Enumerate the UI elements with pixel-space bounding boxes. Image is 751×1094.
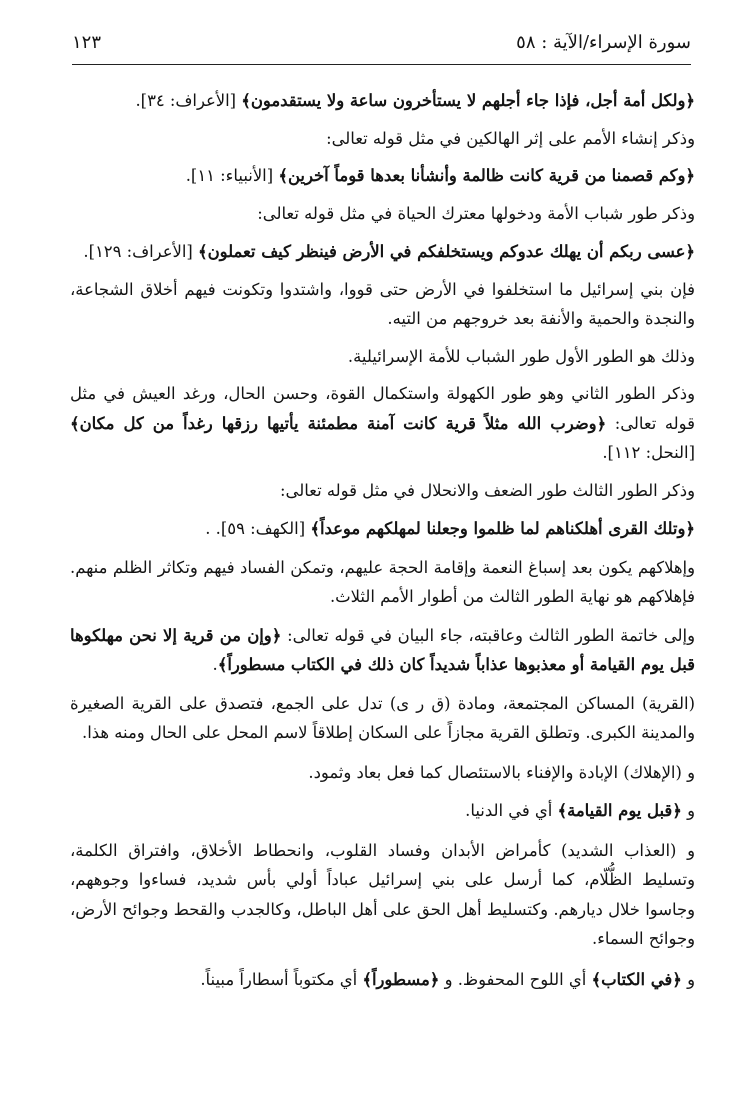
- paragraph: [70, 621, 695, 680]
- quran-verse: ﴿وإن من قرية إلا نحن مهلكوها قبل يوم القيامة أو معذبوها عذاباً شديداً كان ذلك في الكتاب مسطوراً﴾: [70, 625, 695, 674]
- paragraph: [70, 86, 695, 116]
- paragraph: [70, 275, 695, 334]
- text-span: [الأعراف: ٣٤].: [135, 91, 242, 110]
- text-span: أي في الدنيا.: [465, 801, 558, 820]
- quran-verse: ﴿وكم قصمنا من قرية كانت ظالمة وأنشأنا بعدها قوماً آخرين﴾: [278, 166, 695, 185]
- paragraph: [70, 758, 695, 788]
- text-span: وذكر إنشاء الأمم على إثر الهالكين في مثل قوله تعالى:: [326, 128, 695, 148]
- text-span: أي مكتوباً أسطاراً مبيناً.: [200, 969, 363, 989]
- text-span: [الأنبياء: ١١].: [185, 166, 279, 185]
- text-span: وإهلاكهم يكون بعد إسباغ النعمة وإقامة الحجة عليهم، وتمكن الفساد فيهم وتكاثر الظلم منهم. فإهلاكهم هو نهاية الطور الثالث من أطوار الأمم الثلاث.: [70, 557, 695, 606]
- text-span: و: [681, 801, 695, 820]
- paragraph: [70, 342, 695, 372]
- paragraph: [70, 237, 695, 267]
- paragraph: [70, 965, 695, 995]
- text-span: وذكر طور شباب الأمة ودخولها معترك الحياة في مثل قوله تعالى:: [257, 203, 695, 223]
- paragraph: [70, 124, 695, 154]
- paragraph: [70, 553, 695, 612]
- paragraph: [70, 199, 695, 229]
- quran-verse: ﴿في الكتاب﴾: [591, 969, 682, 989]
- quran-verse: ﴿ولكل أمة أجل، فإذا جاء أجلهم لا يستأخرون ساعة ولا يستقدمون﴾: [241, 91, 695, 110]
- text-span: و (الإهلاك) الإبادة والإفناء بالاستئصال كما فعل بعاد وثمود.: [308, 762, 695, 782]
- paragraph: [70, 796, 695, 826]
- paragraph: [70, 161, 695, 191]
- text-span: أي اللوح المحفوظ. و: [439, 969, 592, 989]
- text-span: [الأعراف: ١٢٩].: [83, 242, 199, 261]
- text-span: وذكر الطور الثالث طور الضعف والانحلال في مثل قوله تعالى:: [280, 480, 695, 500]
- paragraph: [70, 514, 695, 544]
- text-span: وإلى خاتمة الطور الثالث وعاقبته، جاء البيان في قوله تعالى:: [281, 625, 695, 645]
- quran-verse: ﴿وتلك القرى أهلكناهم لما ظلموا وجعلنا لمهلكهم موعداً﴾: [310, 519, 695, 538]
- text-span: (القرية) المساكن المجتمعة، ومادة (ق ر ى) تدل على الجمع، فتصدق على القرية الصغيرة والمدينة الكبرى. وتطلق القرية مجازاً على السكان إطلاقاً لاسم المحل على الحال ومنه هذا.: [70, 693, 695, 742]
- text-span: [النحل: ١١٢].: [602, 443, 695, 462]
- quran-verse: ﴿قبل يوم القيامة﴾: [557, 801, 682, 820]
- quran-verse: ﴿وضرب الله مثلاً قرية كانت آمنة مطمئنة يأتيها رزقها رغداً من كل مكان﴾: [70, 413, 607, 433]
- text-span: وذلك هو الطور الأول طور الشباب للأمة الإسرائيلية.: [347, 346, 695, 366]
- text-span: .: [212, 655, 218, 674]
- text-span: وذكر الطور الثاني وهو طور الكهولة واستكمال القوة، وحسن الحال، ورغد العيش في مثل قوله تعالى:: [70, 384, 695, 433]
- paragraph: [70, 689, 695, 748]
- quran-verse: ﴿مسطوراً﴾: [362, 969, 440, 989]
- paragraph: [70, 379, 695, 468]
- page-number: ١٢٣: [72, 32, 102, 53]
- page-header: [72, 28, 691, 65]
- quran-verse: ﴿عسى ربكم أن يهلك عدوكم ويستخلفكم في الأرض فينظر كيف تعملون﴾: [198, 242, 695, 261]
- text-span: و (العذاب الشديد) كأمراض الأبدان وفساد القلوب، وانحطاط الأخلاق، وافتراق الكلمة، وتسليط الظُّلّام، كما أرسل على بني إسرائيل عباداً أولي بأس شديد، فساءوا وجوههم، وجاسوا خلال ديارهم. وكتسليط أهل الحق على أهل الباطل، وكالجدب والقحط وجوائح الأرض، وجوائح السماء.: [70, 840, 695, 948]
- page-body: [70, 80, 695, 994]
- running-title: سورة الإسراء/الآية : ٥٨: [516, 32, 691, 53]
- text-span: [الكهف: ٥٩]. .: [205, 519, 311, 538]
- text-span: و: [681, 969, 695, 989]
- text-span: فإن بني إسرائيل ما استخلفوا في الأرض حتى قووا، واشتدوا وتكونت فيهم أخلاق الشجاعة، والنجدة والحمية والأنفة بعد خروجهم من التيه.: [70, 279, 695, 328]
- paragraph: [70, 836, 695, 954]
- paragraph: [70, 476, 695, 506]
